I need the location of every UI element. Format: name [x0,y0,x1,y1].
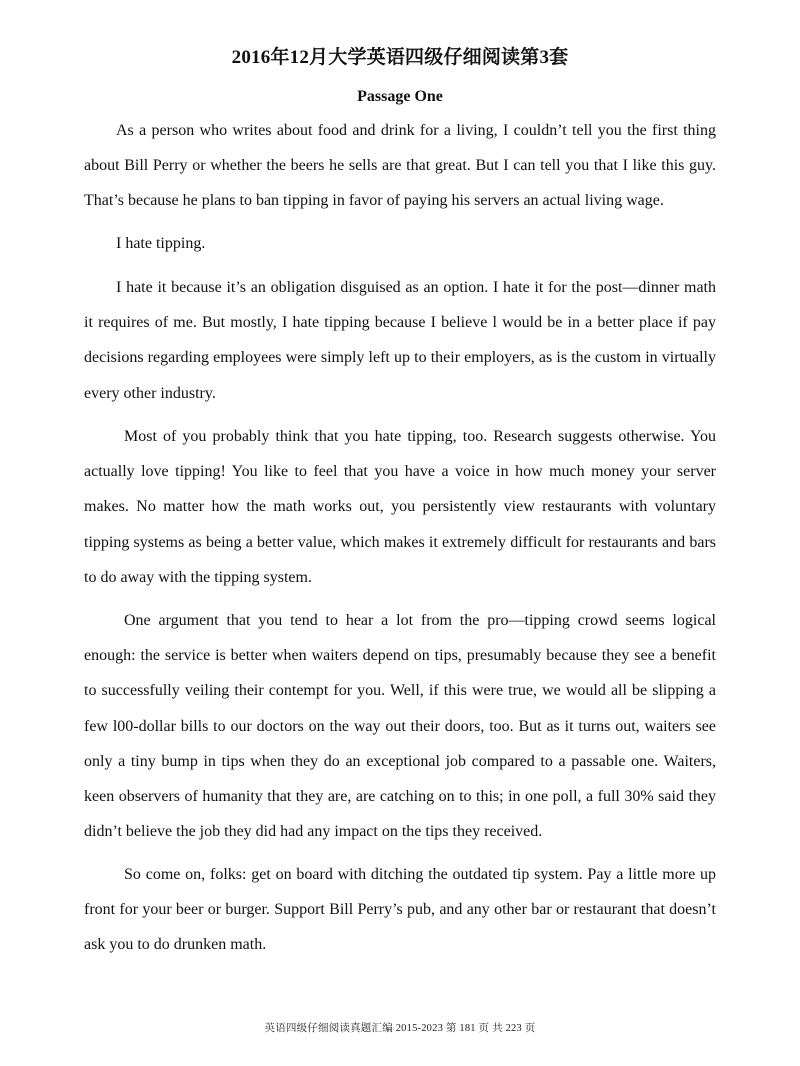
paragraph-2: I hate tipping. [116,235,206,252]
passage-heading: Passage One [357,88,443,105]
document-title: 2016年12月大学英语四级仔细阅读第3套 [231,47,569,68]
page-footer: 英语四级仔细阅读真题汇编 2015-2023 第 181 页 共 223 页 [264,1023,536,1034]
paragraph-3: I hate it because it’s an obligation disguised as an option. I hate it for the post—dinner math it requires of me. But mostly, I hate tipping because I believe l would be in a better place if pay decisions regarding employees were simply left up to their employers, as is the custom in virtually every other industry. [84,279,716,402]
paragraph-5: One argument that you tend to hear a lot from the pro—tipping crowd seems logical enough: the service is better when waiters depend on tips, presumably because they see a benefit to successfully veiling their contempt for you. Well, if this were true, we would all be slipping a few l00-dollar bills to our doctors on the way out their doors, too. But as it turns out, waiters see only a tiny bump in tips when they do an exceptional job compared to a passable one. Waiters, keen observers of humanity that they are, are catching on to this; in one poll, a full 30% said they didn’t believe the job they did had any impact on the tips they received. [84,612,716,841]
paragraph-1: As a person who writes about food and drink for a living, I couldn’t tell you the first thing about Bill Perry or whether the beers he sells are that great. But I can tell you that I like this guy. That’s because he plans to ban tipping in favor of paying his servers an actual living wage. [84,122,716,210]
paragraph-4: Most of you probably think that you hate tipping, too. Research suggests otherwise. You actually love tipping! You like to feel that you have a voice in how much money your server makes. No matter how the math works out, you persistently view restaurants with voluntary tipping systems as being a better value, which makes it extremely difficult for restaurants and bars to do away with the tipping system. [84,428,716,586]
paragraph-6: So come on, folks: get on board with ditching the outdated tip system. Pay a little more up front for your beer or burger. Support Bill Perry’s pub, and any other bar or restaurant that doesn’t ask you to do drunken math. [84,866,716,954]
